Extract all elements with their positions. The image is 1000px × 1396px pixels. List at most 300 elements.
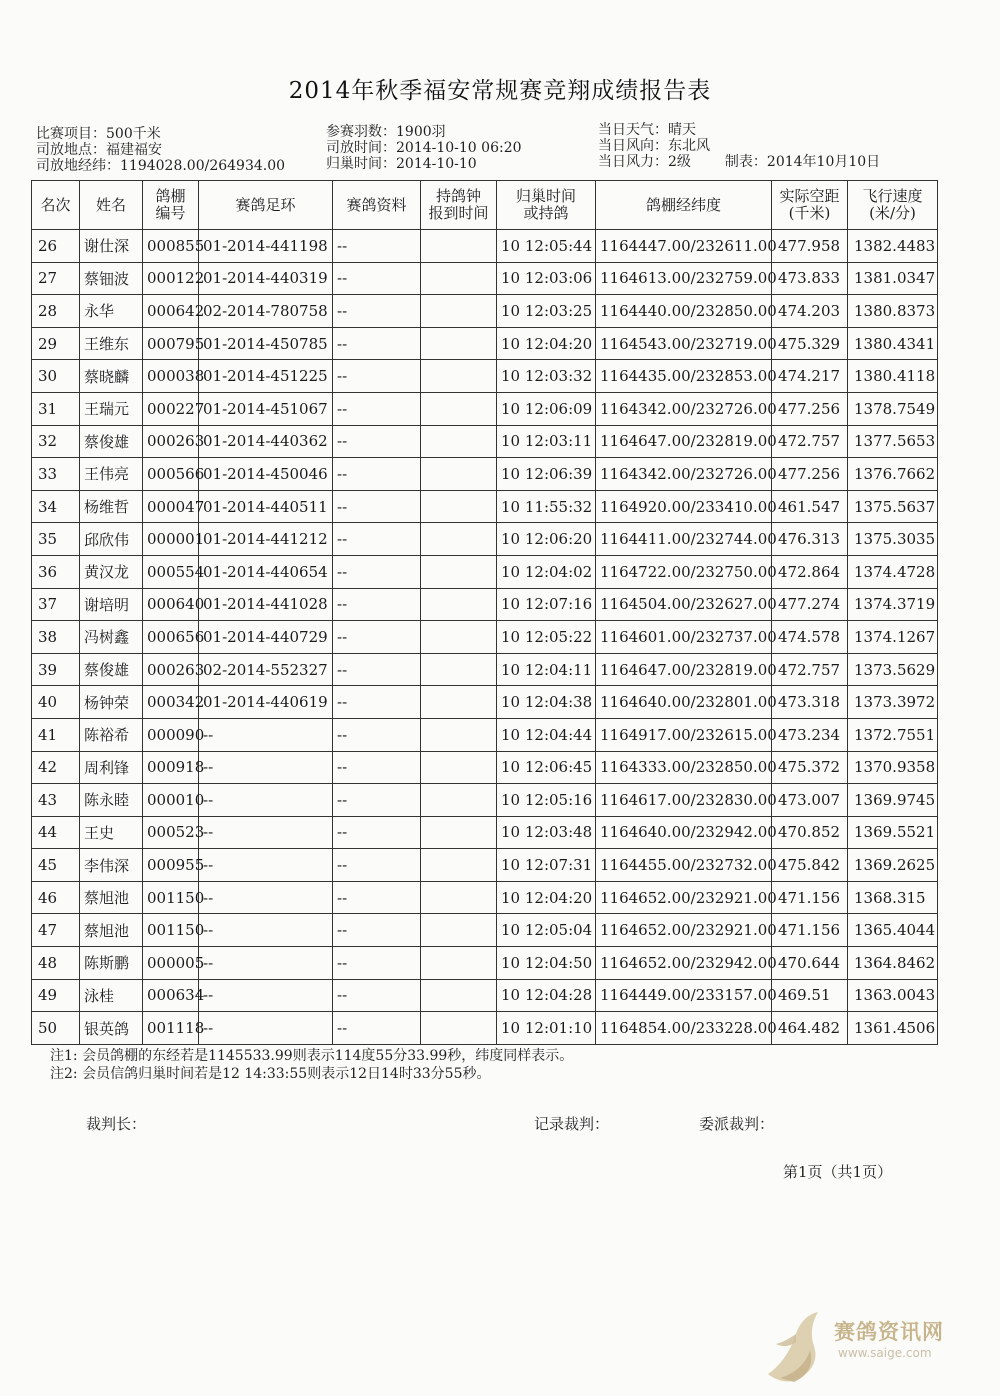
cell-speed: 1361.4506	[848, 1012, 938, 1045]
cell-return-time: 10 12:03:11	[497, 425, 596, 458]
cell-bird-info: --	[333, 523, 421, 556]
cell-ring: 01-2014-450046	[199, 458, 333, 491]
cell-distance: 473.007	[772, 784, 848, 817]
cell-clock-time	[421, 621, 497, 654]
cell-return-time: 10 12:07:16	[497, 588, 596, 621]
cell-loft-id: 000122	[143, 262, 199, 295]
table-row	[32, 1012, 938, 1045]
made-by-label: 制表：	[724, 154, 767, 170]
cell-loft-coords: 1164647.00/232819.00	[596, 653, 772, 686]
table-row	[32, 392, 938, 425]
cell-speed: 1373.3972	[848, 686, 938, 719]
cell-bird-info: --	[333, 849, 421, 882]
cell-speed: 1377.5653	[848, 425, 938, 458]
table-row	[32, 914, 938, 947]
cell-bird-info: --	[333, 295, 421, 328]
cell-rank: 50	[32, 1012, 80, 1045]
meta-item-release-site: 司放地点：福建福安	[36, 142, 162, 158]
cell-ring: --	[199, 718, 333, 751]
watermark	[760, 1308, 980, 1388]
cell-loft-coords: 1164652.00/232921.00	[596, 881, 772, 914]
cell-bird-info: --	[333, 881, 421, 914]
cell-loft-coords: 1164342.00/232726.00	[596, 458, 772, 491]
cell-distance: 470.644	[772, 947, 848, 980]
cell-speed: 1369.5521	[848, 816, 938, 849]
cell-loft-id: 000523	[143, 816, 199, 849]
cell-rank: 45	[32, 849, 80, 882]
cell-distance: 471.156	[772, 881, 848, 914]
page-number: 第1页（共1页）	[783, 1163, 893, 1181]
cell-return-time: 10 12:04:20	[497, 327, 596, 360]
cell-return-time: 10 12:03:25	[497, 295, 596, 328]
cell-ring: --	[199, 947, 333, 980]
cell-loft-id: 000227	[143, 392, 199, 425]
table-row	[32, 751, 938, 784]
cell-distance: 472.757	[772, 425, 848, 458]
table-row	[32, 653, 938, 686]
table-row	[32, 523, 938, 556]
cell-loft-coords: 1164455.00/232732.00	[596, 849, 772, 882]
table-row	[32, 425, 938, 458]
cell-speed: 1380.8373	[848, 295, 938, 328]
cell-loft-coords: 1164854.00/233228.00	[596, 1012, 772, 1045]
cell-rank: 46	[32, 881, 80, 914]
cell-distance: 470.852	[772, 816, 848, 849]
table-row	[32, 621, 938, 654]
cell-distance: 474.217	[772, 360, 848, 393]
cell-loft-id: 000566	[143, 458, 199, 491]
cell-ring: 01-2014-440619	[199, 686, 333, 719]
cell-name: 陈永睦	[80, 784, 143, 817]
cell-bird-info: --	[333, 490, 421, 523]
cell-ring: 01-2014-451225	[199, 360, 333, 393]
cell-ring: --	[199, 751, 333, 784]
cell-speed: 1368.315	[848, 881, 938, 914]
cell-clock-time	[421, 555, 497, 588]
cell-return-time: 10 12:04:11	[497, 653, 596, 686]
cell-loft-coords: 1164601.00/232737.00	[596, 621, 772, 654]
meta-col-2	[326, 124, 522, 172]
cell-name: 蔡钿波	[80, 262, 143, 295]
cell-rank: 35	[32, 523, 80, 556]
meta-item-weather: 当日天气：晴天	[598, 122, 696, 138]
cell-loft-coords: 1164647.00/232819.00	[596, 425, 772, 458]
header-col-ring: 赛鸽足环	[199, 181, 333, 230]
table-row	[32, 686, 938, 719]
cell-ring: 01-2014-441198	[199, 230, 333, 263]
cell-bird-info: --	[333, 816, 421, 849]
cell-clock-time	[421, 784, 497, 817]
cell-name: 王维东	[80, 327, 143, 360]
cell-distance: 477.274	[772, 588, 848, 621]
cell-clock-time	[421, 425, 497, 458]
cell-distance: 469.51	[772, 979, 848, 1012]
cell-rank: 27	[32, 262, 80, 295]
signature-delegated-referee: 委派裁判：	[699, 1115, 775, 1133]
cell-rank: 49	[32, 979, 80, 1012]
cell-rank: 31	[32, 392, 80, 425]
cell-distance: 475.329	[772, 327, 848, 360]
header-col-loft-id: 鸽棚 编号	[143, 181, 199, 230]
note-1: 注1: 会员鸽棚的东经若是1145533.99则表示114度55分33.99秒，纬度同样表示。	[50, 1048, 574, 1064]
cell-loft-id: 000047	[143, 490, 199, 523]
cell-distance: 475.372	[772, 751, 848, 784]
cell-clock-time	[421, 360, 497, 393]
cell-clock-time	[421, 686, 497, 719]
cell-loft-coords: 1164722.00/232750.00	[596, 555, 772, 588]
table-row	[32, 555, 938, 588]
cell-return-time: 10 12:01:10	[497, 1012, 596, 1045]
cell-distance: 473.318	[772, 686, 848, 719]
results-table	[31, 180, 938, 1045]
cell-loft-id: 000634	[143, 979, 199, 1012]
cell-ring: --	[199, 914, 333, 947]
cell-loft-id: 000554	[143, 555, 199, 588]
cell-loft-id: 000263	[143, 653, 199, 686]
watermark-name: 赛鸽资讯网	[834, 1320, 944, 1344]
cell-distance: 472.864	[772, 555, 848, 588]
cell-clock-time	[421, 392, 497, 425]
cell-clock-time	[421, 849, 497, 882]
cell-loft-id: 000001	[143, 523, 199, 556]
cell-name: 永华	[80, 295, 143, 328]
cell-name: 冯树鑫	[80, 621, 143, 654]
cell-name: 李伟深	[80, 849, 143, 882]
watermark-url: www.saige.com	[838, 1346, 932, 1360]
meta-item-wind-force: 当日风力：2级 制表：2014年10月10日	[598, 154, 881, 170]
table-row	[32, 327, 938, 360]
cell-distance: 477.256	[772, 392, 848, 425]
cell-loft-coords: 1164411.00/232744.00	[596, 523, 772, 556]
cell-speed: 1374.4728	[848, 555, 938, 588]
cell-return-time: 10 12:04:38	[497, 686, 596, 719]
cell-return-time: 10 11:55:32	[497, 490, 596, 523]
table-row	[32, 295, 938, 328]
cell-ring: --	[199, 784, 333, 817]
cell-bird-info: --	[333, 718, 421, 751]
cell-distance: 477.958	[772, 230, 848, 263]
cell-ring: 01-2014-440362	[199, 425, 333, 458]
meta-item-entries: 参赛羽数：1900羽	[326, 124, 446, 140]
cell-distance: 474.203	[772, 295, 848, 328]
cell-clock-time	[421, 914, 497, 947]
cell-clock-time	[421, 490, 497, 523]
cell-name: 蔡旭池	[80, 914, 143, 947]
cell-return-time: 10 12:05:44	[497, 230, 596, 263]
header-col-bird-info: 赛鸽资料	[333, 181, 421, 230]
cell-loft-id: 000263	[143, 425, 199, 458]
cell-loft-id: 000955	[143, 849, 199, 882]
cell-rank: 36	[32, 555, 80, 588]
cell-name: 周利锋	[80, 751, 143, 784]
cell-ring: 01-2014-441212	[199, 523, 333, 556]
cell-loft-id: 000918	[143, 751, 199, 784]
table-row	[32, 784, 938, 817]
cell-return-time: 10 12:05:16	[497, 784, 596, 817]
cell-rank: 44	[32, 816, 80, 849]
cell-speed: 1364.8462	[848, 947, 938, 980]
header-col-speed: 飞行速度 (米/分)	[848, 181, 938, 230]
table-row	[32, 881, 938, 914]
cell-distance: 476.313	[772, 523, 848, 556]
cell-speed: 1369.2625	[848, 849, 938, 882]
cell-distance: 464.482	[772, 1012, 848, 1045]
cell-name: 蔡俊雄	[80, 425, 143, 458]
cell-loft-id: 000855	[143, 230, 199, 263]
cell-loft-id: 000005	[143, 947, 199, 980]
cell-return-time: 10 12:06:20	[497, 523, 596, 556]
cell-loft-coords: 1164342.00/232726.00	[596, 392, 772, 425]
cell-bird-info: --	[333, 947, 421, 980]
cell-speed: 1365.4044	[848, 914, 938, 947]
table-row	[32, 588, 938, 621]
cell-return-time: 10 12:06:39	[497, 458, 596, 491]
cell-name: 谢仕深	[80, 230, 143, 263]
cell-bird-info: --	[333, 588, 421, 621]
cell-rank: 29	[32, 327, 80, 360]
cell-return-time: 10 12:03:32	[497, 360, 596, 393]
cell-return-time: 10 12:06:45	[497, 751, 596, 784]
cell-loft-coords: 1164440.00/232850.00	[596, 295, 772, 328]
cell-rank: 34	[32, 490, 80, 523]
cell-name: 王伟亮	[80, 458, 143, 491]
cell-clock-time	[421, 523, 497, 556]
cell-loft-id: 000795	[143, 327, 199, 360]
cell-loft-id: 000038	[143, 360, 199, 393]
meta-col-3	[598, 122, 880, 170]
cell-loft-id: 001150	[143, 914, 199, 947]
pigeon-logo-icon	[760, 1308, 834, 1386]
cell-name: 蔡旭池	[80, 881, 143, 914]
cell-rank: 41	[32, 718, 80, 751]
cell-return-time: 10 12:04:20	[497, 881, 596, 914]
cell-distance: 473.833	[772, 262, 848, 295]
header-col-clock-time: 持鸽钟 报到时间	[421, 181, 497, 230]
cell-name: 陈斯鹏	[80, 947, 143, 980]
cell-bird-info: --	[333, 621, 421, 654]
cell-loft-coords: 1164449.00/233157.00	[596, 979, 772, 1012]
notes	[50, 1047, 573, 1083]
cell-rank: 43	[32, 784, 80, 817]
cell-clock-time	[421, 751, 497, 784]
cell-bird-info: --	[333, 458, 421, 491]
cell-loft-coords: 1164652.00/232942.00	[596, 947, 772, 980]
cell-ring: 01-2014-440729	[199, 621, 333, 654]
cell-speed: 1382.4483	[848, 230, 938, 263]
cell-name: 王史	[80, 816, 143, 849]
cell-rank: 28	[32, 295, 80, 328]
cell-clock-time	[421, 295, 497, 328]
cell-loft-coords: 1164920.00/233410.00	[596, 490, 772, 523]
table-row	[32, 979, 938, 1012]
cell-speed: 1374.1267	[848, 621, 938, 654]
table-row	[32, 360, 938, 393]
cell-speed: 1375.5637	[848, 490, 938, 523]
cell-speed: 1369.9745	[848, 784, 938, 817]
cell-loft-id: 000090	[143, 718, 199, 751]
cell-bird-info: --	[333, 686, 421, 719]
cell-loft-id: 000656	[143, 621, 199, 654]
cell-loft-id: 000640	[143, 588, 199, 621]
signature-recording-referee: 记录裁判：	[534, 1115, 610, 1133]
signature-chief-referee: 裁判长：	[86, 1115, 147, 1133]
cell-distance: 475.842	[772, 849, 848, 882]
cell-clock-time	[421, 653, 497, 686]
cell-loft-coords: 1164543.00/232719.00	[596, 327, 772, 360]
cell-loft-coords: 1164917.00/232615.00	[596, 718, 772, 751]
cell-bird-info: --	[333, 979, 421, 1012]
cell-name: 蔡晓麟	[80, 360, 143, 393]
cell-clock-time	[421, 947, 497, 980]
made-by-date: 2014年10月10日	[766, 154, 881, 170]
cell-rank: 32	[32, 425, 80, 458]
cell-name: 谢培明	[80, 588, 143, 621]
meta-item-return-date: 归巢时间：2014-10-10	[326, 156, 477, 172]
cell-return-time: 10 12:03:48	[497, 816, 596, 849]
cell-name: 陈裕希	[80, 718, 143, 751]
cell-rank: 26	[32, 230, 80, 263]
cell-distance: 473.234	[772, 718, 848, 751]
cell-bird-info: --	[333, 392, 421, 425]
cell-clock-time	[421, 262, 497, 295]
cell-name: 银英鸽	[80, 1012, 143, 1045]
cell-ring: 01-2014-440654	[199, 555, 333, 588]
cell-rank: 33	[32, 458, 80, 491]
cell-return-time: 10 12:04:28	[497, 979, 596, 1012]
cell-ring: 01-2014-440319	[199, 262, 333, 295]
table-row	[32, 816, 938, 849]
cell-name: 杨钟荣	[80, 686, 143, 719]
cell-rank: 47	[32, 914, 80, 947]
cell-clock-time	[421, 718, 497, 751]
cell-speed: 1381.0347	[848, 262, 938, 295]
header-col-name: 姓名	[80, 181, 143, 230]
cell-speed: 1372.7551	[848, 718, 938, 751]
header-col-return-time: 归巢时间 或持鸽	[497, 181, 596, 230]
cell-distance: 461.547	[772, 490, 848, 523]
table-row	[32, 947, 938, 980]
cell-speed: 1380.4118	[848, 360, 938, 393]
cell-distance: 472.757	[772, 653, 848, 686]
cell-speed: 1373.5629	[848, 653, 938, 686]
note-2: 注2: 会员信鸽归巢时间若是12 14:33:55则表示12日14时33分55秒。	[50, 1066, 491, 1082]
table-row	[32, 230, 938, 263]
cell-ring: --	[199, 979, 333, 1012]
meta-col-1	[36, 126, 285, 174]
header-col-rank: 名次	[32, 181, 80, 230]
cell-clock-time	[421, 979, 497, 1012]
cell-clock-time	[421, 816, 497, 849]
cell-name: 杨维哲	[80, 490, 143, 523]
cell-bird-info: --	[333, 230, 421, 263]
cell-ring: 02-2014-552327	[199, 653, 333, 686]
cell-loft-coords: 1164435.00/232853.00	[596, 360, 772, 393]
cell-loft-id: 001118	[143, 1012, 199, 1045]
cell-ring: 01-2014-450785	[199, 327, 333, 360]
cell-bird-info: --	[333, 360, 421, 393]
cell-return-time: 10 12:07:31	[497, 849, 596, 882]
cell-name: 蔡俊雄	[80, 653, 143, 686]
cell-speed: 1378.7549	[848, 392, 938, 425]
cell-name: 泳桂	[80, 979, 143, 1012]
cell-bird-info: --	[333, 1012, 421, 1045]
cell-bird-info: --	[333, 425, 421, 458]
cell-return-time: 10 12:04:44	[497, 718, 596, 751]
cell-loft-coords: 1164333.00/232850.00	[596, 751, 772, 784]
cell-speed: 1380.4341	[848, 327, 938, 360]
meta-item-event: 比赛项目：500千米	[36, 126, 161, 142]
cell-bird-info: --	[333, 555, 421, 588]
table-row	[32, 262, 938, 295]
cell-ring: --	[199, 1012, 333, 1045]
cell-rank: 37	[32, 588, 80, 621]
cell-clock-time	[421, 588, 497, 621]
cell-bird-info: --	[333, 784, 421, 817]
cell-loft-id: 000642	[143, 295, 199, 328]
cell-distance: 471.156	[772, 914, 848, 947]
cell-loft-id: 000010	[143, 784, 199, 817]
cell-rank: 39	[32, 653, 80, 686]
cell-speed: 1374.3719	[848, 588, 938, 621]
report-title: 2014年秋季福安常规赛竞翔成绩报告表	[288, 78, 712, 104]
cell-loft-id: 001150	[143, 881, 199, 914]
cell-clock-time	[421, 327, 497, 360]
cell-return-time: 10 12:04:50	[497, 947, 596, 980]
cell-ring: --	[199, 881, 333, 914]
cell-name: 王瑞元	[80, 392, 143, 425]
cell-clock-time	[421, 881, 497, 914]
cell-name: 黄汉龙	[80, 555, 143, 588]
cell-name: 邱欣伟	[80, 523, 143, 556]
cell-return-time: 10 12:06:09	[497, 392, 596, 425]
cell-ring: 01-2014-451067	[199, 392, 333, 425]
cell-rank: 38	[32, 621, 80, 654]
cell-ring: 02-2014-780758	[199, 295, 333, 328]
cell-clock-time	[421, 230, 497, 263]
cell-ring: --	[199, 849, 333, 882]
cell-rank: 48	[32, 947, 80, 980]
cell-speed: 1376.7662	[848, 458, 938, 491]
cell-rank: 30	[32, 360, 80, 393]
cell-ring: 01-2014-440511	[199, 490, 333, 523]
table-row	[32, 718, 938, 751]
meta-item-release-coords: 司放地经纬：1194028.00/264934.00	[36, 158, 286, 174]
cell-bird-info: --	[333, 751, 421, 784]
cell-loft-coords: 1164504.00/232627.00	[596, 588, 772, 621]
cell-speed: 1363.0043	[848, 979, 938, 1012]
cell-return-time: 10 12:05:22	[497, 621, 596, 654]
table-header-row	[32, 181, 938, 230]
cell-return-time: 10 12:03:06	[497, 262, 596, 295]
cell-ring: --	[199, 816, 333, 849]
cell-loft-coords: 1164617.00/232830.00	[596, 784, 772, 817]
cell-bird-info: --	[333, 653, 421, 686]
cell-rank: 40	[32, 686, 80, 719]
cell-loft-coords: 1164640.00/232801.00	[596, 686, 772, 719]
cell-bird-info: --	[333, 914, 421, 947]
cell-distance: 477.256	[772, 458, 848, 491]
table-row	[32, 849, 938, 882]
cell-speed: 1375.3035	[848, 523, 938, 556]
cell-bird-info: --	[333, 327, 421, 360]
meta-item-release-time: 司放时间：2014-10-10 06:20	[326, 140, 522, 156]
cell-clock-time	[421, 1012, 497, 1045]
cell-loft-coords: 1164447.00/232611.00	[596, 230, 772, 263]
header-col-loft-coords: 鸽棚经纬度	[596, 181, 772, 230]
cell-return-time: 10 12:04:02	[497, 555, 596, 588]
table-row	[32, 490, 938, 523]
cell-rank: 42	[32, 751, 80, 784]
